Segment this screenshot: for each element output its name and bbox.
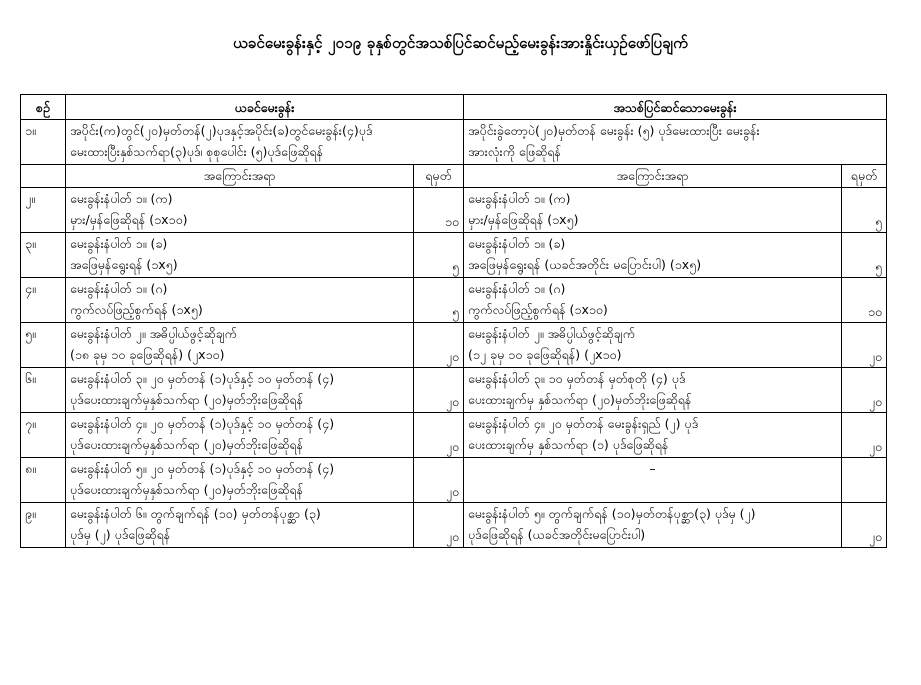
new-content-line: မေးခွန်းနံပါတ် ၁။ (ဂ) [468, 281, 566, 296]
old-content-line: မေးခွန်းနံပါတ် ၆။ တွက်ချက်ရန် (၁၀) မှတ်တန်ပုစ္ဆာ (၃) [70, 506, 321, 521]
page-title: ယခင်မေးခွန်းနှင့် ၂၀၁၉ ခုနှစ်တွင်အသစ်ပြင်ဆင်မည့်မေးခွန်းအားနှိုင်းယှဉ်ဖော်ပြချက် [232, 34, 689, 52]
new-content-line: ပေးထားချက်မှ နှစ်သက်ရာ (၂၀)မှတ်ဘိုးဖြေဆိုရန် [468, 392, 692, 407]
new-overview-cell [464, 120, 887, 165]
old-content-cell [66, 323, 414, 368]
old-content-line: ပုဒ်ပေးထားချက်မှနှစ်သက်ရာ (၂၀)မှတ်ဘိုးဖြေဆိုရန် [70, 437, 304, 452]
old-marks-cell: ၂၀ [414, 368, 464, 413]
old-marks-cell: ၁၀ [414, 188, 464, 233]
row-number: ၈။ [21, 458, 66, 503]
old-content-line: မှား/မှန်ဖြေဆိုရန် (၁x၁၀) [70, 212, 188, 227]
row-number: ၅။ [21, 323, 66, 368]
old-content-line: ပုဒ်ပေးထားချက်မှနှစ်သက်ရာ (၂၀)မှတ်ဘိုးဖြေဆိုရန် [70, 392, 304, 407]
old-content-line: မေးခွန်းနံပါတ် ၅။ ၂၀ မှတ်တန် (၁)ပုဒ်နှင့် ၁၀ မှတ်တန် (၄) [70, 461, 335, 476]
subheader-content-new: အကြောင်းအရာ [464, 165, 842, 188]
table-subheader-row [21, 165, 887, 188]
old-content-line: မေးခွန်းနံပါတ် ၂။ အဓိပ္ပါယ်ဖွင့်ဆိုချက် [70, 326, 237, 341]
old-overview-cell [66, 120, 464, 165]
new-content-cell [464, 278, 842, 323]
new-marks-cell: ၅ [842, 188, 887, 233]
old-content-cell [66, 278, 414, 323]
new-content-line: မေးခွန်းနံပါတ် ၂။ အဓိပ္ပါယ်ဖွင့်ဆိုချက် [468, 326, 635, 341]
new-overview-line: အားလုံးကို ဖြေဆိုရန် [468, 144, 561, 159]
subheader-content-old: အကြောင်းအရာ [66, 165, 414, 188]
new-marks-cell: ၂၀ [842, 503, 887, 548]
new-overview-line: အပိုင်းခွဲတော့ပဲ(၂၀)မှတ်တန် မေးခွန်း (၅) ပုဒ်မေးထားပြီး မေးခွန်း [468, 123, 760, 138]
old-marks-cell: ၂၀ [414, 503, 464, 548]
row-number: ၁။ [21, 120, 66, 165]
old-content-line: ကွက်လပ်ဖြည့်စွက်ရန် (၁x၅) [70, 302, 203, 317]
old-content-line: ပုဒ်ပေးထားချက်မှနှစ်သက်ရာ (၂၀)မှတ်ဘိုးဖြေဆိုရန် [70, 482, 304, 497]
row-number: ၇။ [21, 413, 66, 458]
old-content-line: ပုဒ်မှ (၂) ပုဒ်ဖြေဆိုရန် [70, 527, 171, 542]
new-marks-cell: ၂၀ [842, 413, 887, 458]
table-row [21, 413, 887, 458]
old-marks-cell: ၂၀ [414, 323, 464, 368]
new-content-line: မှား/မှန်ဖြေဆိုရန် (၁x၅) [468, 212, 579, 227]
old-marks-cell: ၅ [414, 278, 464, 323]
new-marks-cell [842, 458, 887, 503]
table-row [21, 233, 887, 278]
table-row [21, 458, 887, 503]
old-content-line: မေးခွန်းနံပါတ် ၁။ (က) [70, 191, 173, 206]
new-content-cell [464, 233, 842, 278]
old-content-cell [66, 458, 414, 503]
new-content-cell [464, 323, 842, 368]
new-content-line: မေးခွန်းနံပါတ် ၃။ ၁၀ မှတ်တန် မှတ်စုတို (၄) ပုဒ် [468, 371, 686, 386]
old-content-line: မေးခွန်းနံပါတ် ၄။ ၂၀ မှတ်တန် (၁)ပုဒ်နှင့် ၁၀ မှတ်တန် (၄) [70, 416, 335, 431]
old-content-cell [66, 413, 414, 458]
old-content-line: (၁၈ ခုမှ ၁၀ ခုဖြေဆိုရန်) (၂x၁၀) [70, 347, 225, 362]
new-content-line: မေးခွန်းနံပါတ် ၁။ (ခ) [468, 236, 566, 251]
old-marks-cell: ၅ [414, 233, 464, 278]
old-overview-line: မေးထားပြီးနှစ်သက်ရာ(၃)ပုဒ်၊ စုစုပေါင်း (၅)ပုဒ်ဖြေဆိုရန် [70, 144, 324, 159]
row-number: ၃။ [21, 233, 66, 278]
old-overview-line: အပိုင်း(က)တွင်(၂၀)မှတ်တန်(၂)ပုဒနှင့်အပိုင်း(ခ)တွင်မေးခွန်း(၄)ပုဒ် [70, 123, 373, 138]
new-content-line: မေးခွန်းနံပါတ် ၁။ (က) [468, 191, 571, 206]
new-content-cell [464, 368, 842, 413]
row-number: ၆။ [21, 368, 66, 413]
new-content-line: ကွက်လပ်ဖြည့်စွက်ရန် (၁x၁၀) [468, 302, 608, 317]
new-content-line: – [649, 461, 656, 476]
table-row [21, 503, 887, 548]
row-number: ၄။ [21, 278, 66, 323]
new-content-line: (၁၂ ခုမှ ၁၀ ခုဖြေဆိုရန်) (၂x၁၀) [468, 347, 622, 362]
table-row [21, 368, 887, 413]
old-content-line: မေးခွန်းနံပါတ် ၁။ (ခ) [70, 236, 168, 251]
row-number: ၉။ [21, 503, 66, 548]
header-old-question: ယခင်မေးခွန်း [66, 95, 464, 120]
new-content-line: အဖြေမှန်ရွေးရန် (ယခင်အတိုင်း မပြောင်းပါ) (၁x၅) [468, 257, 702, 272]
new-marks-cell: ၅ [842, 233, 887, 278]
subheader-marks-new: ရမှတ် [842, 165, 887, 188]
old-marks-cell: ၂၀ [414, 413, 464, 458]
old-content-cell [66, 503, 414, 548]
subheader-marks-old: ရမှတ် [414, 165, 464, 188]
old-content-line: မေးခွန်းနံပါတ် ၃။ ၂၀ မှတ်တန် (၁)ပုဒ်နှင့် ၁၀ မှတ်တန် (၄) [70, 371, 335, 386]
new-content-line: ပေးထားချက်မှ နှစ်သက်ရာ (၁) ပုဒ်ဖြေဆိုရန် [468, 437, 669, 452]
old-content-cell [66, 368, 414, 413]
table-row [21, 278, 887, 323]
new-content-cell [464, 503, 842, 548]
new-content-cell [464, 188, 842, 233]
new-marks-cell: ၂၀ [842, 323, 887, 368]
new-content-cell [464, 413, 842, 458]
row-number: ၂။ [21, 188, 66, 233]
new-marks-cell: ၂၀ [842, 368, 887, 413]
new-content-cell [464, 458, 842, 503]
new-content-line: မေးခွန်းနံပါတ် ၅။ တွက်ချက်ရန် (၁၀)မှတ်တန်ပုစ္ဆာ(၃) ပုဒ်မှ (၂) [468, 506, 756, 521]
comparison-table [20, 94, 887, 548]
new-content-line: မေးခွန်းနံပါတ် ၄။ ၂၀ မှတ်တန် မေးခွန်းရှည် (၂) ပုဒ် [468, 416, 699, 431]
table-header-row [21, 95, 887, 120]
table-row [21, 323, 887, 368]
new-content-line: ပုဒ်ဖြေဆိုရန် (ယခင်အတိုင်းမပြောင်းပါ) [468, 527, 646, 542]
new-marks-cell: ၁၀ [842, 278, 887, 323]
old-content-line: မေးခွန်းနံပါတ် ၁။ (ဂ) [70, 281, 168, 296]
header-no: စဉ် [21, 95, 66, 120]
table-row [21, 188, 887, 233]
header-new-question: အသစ်ပြင်ဆင်သောမေးခွန်း [464, 95, 887, 120]
old-content-cell [66, 188, 414, 233]
table-row-overview [21, 120, 887, 165]
old-content-line: အဖြေမှန်ရွေးရန် (၁x၅) [70, 257, 178, 272]
old-marks-cell: ၂၀ [414, 458, 464, 503]
subheader-blank [21, 165, 66, 188]
old-content-cell [66, 233, 414, 278]
